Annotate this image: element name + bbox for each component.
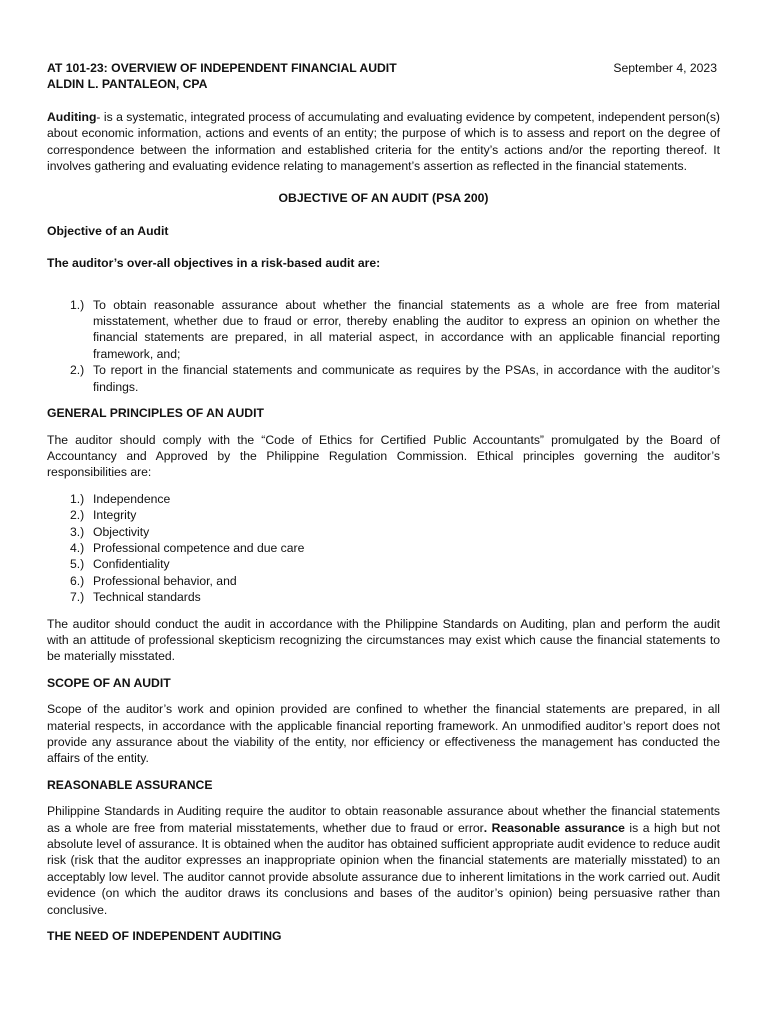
principles-closing: The auditor should conduct the audit in accordance with the Philippine Standards on Auditing, plan and perform the audit with an attitude of professional skepticism recognizing the circumstances may exist which cause the financial statements to be materially misstated. <box>47 616 720 664</box>
principles-list <box>47 491 720 606</box>
list-item <box>47 297 720 363</box>
auditing-definition <box>47 109 720 175</box>
list-text: To obtain reasonable assurance about whether the financial statements as a whole are free from material misstatement, whether due to fraud or error, thereby enabling the auditor to express an opinion on whether the financial statements are prepared, in all material aspect, in accordance with an applicable financial reporting framework, and; <box>93 297 720 361</box>
list-item <box>47 556 720 572</box>
document-date: September 4, 2023 <box>613 61 717 75</box>
auditing-term: Auditing <box>47 109 97 124</box>
assurance-paragraph <box>47 803 720 918</box>
list-item <box>47 491 720 507</box>
principles-paragraph: The auditor should comply with the “Code of Ethics for Certified Public Accountants” promulgated by the Board of Accountancy and Approved by the Philippine Regulation Commission. Ethical principles governing the auditor’s responsibilities are: <box>47 432 720 480</box>
scope-heading: SCOPE OF AN AUDIT <box>47 675 171 690</box>
assurance-text-part1: Philippine Standards in Auditing require the auditor to obtain reasonable assurance about whether the financial statements as a whole are free from material misstatements, whether due to fraud or error <box>47 804 720 835</box>
objective-list <box>47 297 720 395</box>
need-heading: THE NEED OF INDEPENDENT AUDITING <box>47 929 282 944</box>
course-title: AT 101-23: OVERVIEW OF INDEPENDENT FINANCIAL AUDIT <box>47 61 397 75</box>
assurance-heading: REASONABLE ASSURANCE <box>47 777 213 792</box>
list-item <box>47 524 720 540</box>
list-item <box>47 589 720 605</box>
scope-paragraph: Scope of the auditor’s work and opinion provided are confined to whether the financial statements are prepared, in all material respects, in accordance with the applicable financial reporting framework. An unmodified auditor’s report does not provide any assurance about the viability of the entity, nor efficiency or effectiveness the management has conducted the affairs of the entity. <box>47 702 720 766</box>
reasonable-assurance-term: . Reasonable assurance <box>483 820 625 835</box>
list-number: 1.) <box>70 297 85 312</box>
list-item <box>47 362 720 395</box>
list-number: 2.) <box>70 508 85 523</box>
list-text: Objectivity <box>93 524 150 539</box>
list-text: To report in the financial statements and communicate as requires by the PSAs, in accordance with the auditor’s findings. <box>93 363 720 394</box>
objective-subheading: Objective of an Audit <box>47 223 169 238</box>
list-text: Technical standards <box>93 590 201 605</box>
list-text: Integrity <box>93 508 137 523</box>
document-body <box>47 60 720 944</box>
list-text: Professional competence and due care <box>93 540 305 555</box>
list-item <box>47 573 720 589</box>
author-name: ALDIN L. PANTALEON, CPA <box>47 77 208 92</box>
assurance-text-part2: is a high but not absolute level of assurance. It is obtained when the auditor has obtained sufficient appropriate audit evidence to reduce audit risk (risk that the auditor expresses an inappropriate opinion when the financial statements are materially misstated) to an acceptably low level. The auditor cannot provide absolute assurance due to inherent limitations in the work carried out. Audit evidence (on which the auditor draws its conclusions and bases of the auditor’s opinion) being persuasive rather than conclusive. <box>47 820 720 917</box>
list-number: 2.) <box>70 363 85 378</box>
list-number: 3.) <box>70 524 85 539</box>
objective-heading: OBJECTIVE OF AN AUDIT (PSA 200) <box>278 191 489 206</box>
list-number: 7.) <box>70 590 85 605</box>
list-item <box>47 507 720 523</box>
list-text: Independence <box>93 491 171 506</box>
objective-lead: The auditor’s over-all objectives in a risk-based audit are: <box>47 256 381 271</box>
list-item <box>47 540 720 556</box>
principles-heading: GENERAL PRINCIPLES OF AN AUDIT <box>47 406 264 421</box>
list-text: Confidentiality <box>93 557 170 572</box>
list-text: Professional behavior, and <box>93 573 237 588</box>
list-number: 5.) <box>70 557 85 572</box>
list-number: 1.) <box>70 491 85 506</box>
list-number: 4.) <box>70 540 85 555</box>
list-number: 6.) <box>70 573 85 588</box>
document-header <box>47 60 720 76</box>
auditing-definition-text: - is a systematic, integrated process of accumulating and evaluating evidence by competent, independent person(s) about economic information, actions and events of an entity; the purpose of which is to assess and report on the degree of correspondence between the information and established criteria for the entity’s actions and/or the reporting thereof. It involves gathering and evaluating evidence relating to management’s assertion as reflected in the financial statements. <box>47 109 720 174</box>
